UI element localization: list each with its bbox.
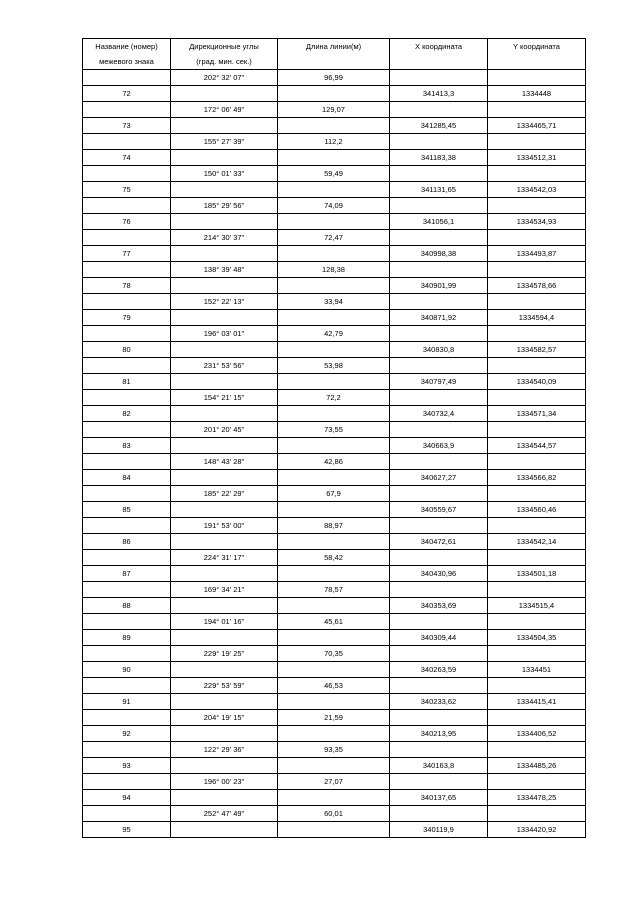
point-name-cell: 75 bbox=[83, 182, 171, 198]
direction-angle-cell: 191° 53' 00" bbox=[171, 518, 278, 534]
x-coordinate-cell: 340163,8 bbox=[390, 758, 488, 774]
x-coordinate-cell: 341285,45 bbox=[390, 118, 488, 134]
point-name-cell: 73 bbox=[83, 118, 171, 134]
point-name-cell: 85 bbox=[83, 502, 171, 518]
y-coordinate-cell: 1334544,57 bbox=[488, 438, 586, 454]
y-coordinate-cell: 1334542,03 bbox=[488, 182, 586, 198]
point-row bbox=[83, 534, 586, 550]
header-point-name: Название (номер) bbox=[83, 39, 171, 55]
point-row bbox=[83, 246, 586, 262]
y-coordinate-cell: 1334566,82 bbox=[488, 470, 586, 486]
point-name-cell: 95 bbox=[83, 822, 171, 838]
direction-angle-cell: 185° 29' 56" bbox=[171, 198, 278, 214]
line-length-cell: 74,09 bbox=[278, 198, 390, 214]
segment-row bbox=[83, 614, 586, 630]
point-name-cell: 76 bbox=[83, 214, 171, 230]
segment-row bbox=[83, 454, 586, 470]
point-row bbox=[83, 502, 586, 518]
direction-angle-cell: 185° 22' 29" bbox=[171, 486, 278, 502]
direction-angle-cell: 154° 21' 15" bbox=[171, 390, 278, 406]
segment-row bbox=[83, 102, 586, 118]
x-coordinate-cell: 340627,27 bbox=[390, 470, 488, 486]
x-coordinate-cell: 340732,4 bbox=[390, 406, 488, 422]
line-length-cell: 78,57 bbox=[278, 582, 390, 598]
x-coordinate-cell: 340797,49 bbox=[390, 374, 488, 390]
line-length-cell: 72,47 bbox=[278, 230, 390, 246]
direction-angle-cell: 252° 47' 49" bbox=[171, 806, 278, 822]
line-length-cell: 67,9 bbox=[278, 486, 390, 502]
point-name-cell: 74 bbox=[83, 150, 171, 166]
line-length-cell: 45,61 bbox=[278, 614, 390, 630]
boundary-coordinates-table bbox=[82, 38, 586, 838]
segment-row bbox=[83, 646, 586, 662]
direction-angle-cell: 138° 39' 48" bbox=[171, 262, 278, 278]
x-coordinate-cell: 340213,95 bbox=[390, 726, 488, 742]
direction-angle-cell: 231° 53' 56" bbox=[171, 358, 278, 374]
segment-row bbox=[83, 710, 586, 726]
segment-row bbox=[83, 294, 586, 310]
line-length-cell: 73,55 bbox=[278, 422, 390, 438]
line-length-cell: 128,38 bbox=[278, 262, 390, 278]
y-coordinate-cell: 1334478,25 bbox=[488, 790, 586, 806]
segment-row bbox=[83, 806, 586, 822]
point-row bbox=[83, 822, 586, 838]
point-row bbox=[83, 566, 586, 582]
point-name-cell: 78 bbox=[83, 278, 171, 294]
line-length-cell: 27,07 bbox=[278, 774, 390, 790]
point-row bbox=[83, 662, 586, 678]
x-coordinate-cell: 341131,65 bbox=[390, 182, 488, 198]
line-length-cell: 129,07 bbox=[278, 102, 390, 118]
x-coordinate-cell: 341413,3 bbox=[390, 86, 488, 102]
point-name-cell: 90 bbox=[83, 662, 171, 678]
direction-angle-cell: 202° 32' 07" bbox=[171, 70, 278, 86]
segment-row bbox=[83, 358, 586, 374]
segment-row bbox=[83, 326, 586, 342]
x-coordinate-cell: 340559,67 bbox=[390, 502, 488, 518]
header-line-length: Длина линии(м) bbox=[278, 39, 390, 55]
y-coordinate-cell: 1334465,71 bbox=[488, 118, 586, 134]
y-coordinate-cell: 1334485,26 bbox=[488, 758, 586, 774]
x-coordinate-cell: 340901,99 bbox=[390, 278, 488, 294]
x-coordinate-cell: 341183,38 bbox=[390, 150, 488, 166]
header-row-2 bbox=[83, 54, 586, 70]
y-coordinate-cell: 1334451 bbox=[488, 662, 586, 678]
point-row bbox=[83, 406, 586, 422]
line-length-cell: 33,94 bbox=[278, 294, 390, 310]
line-length-cell: 42,79 bbox=[278, 326, 390, 342]
y-coordinate-cell: 1334493,87 bbox=[488, 246, 586, 262]
point-row bbox=[83, 758, 586, 774]
direction-angle-cell: 214° 30' 37" bbox=[171, 230, 278, 246]
point-row bbox=[83, 630, 586, 646]
point-name-cell: 79 bbox=[83, 310, 171, 326]
segment-row bbox=[83, 390, 586, 406]
segment-row bbox=[83, 774, 586, 790]
y-coordinate-cell: 1334594,4 bbox=[488, 310, 586, 326]
line-length-cell: 60,01 bbox=[278, 806, 390, 822]
y-coordinate-cell: 1334582,57 bbox=[488, 342, 586, 358]
segment-row bbox=[83, 742, 586, 758]
direction-angle-cell: 148° 43' 28" bbox=[171, 454, 278, 470]
direction-angle-cell: 150° 01' 33" bbox=[171, 166, 278, 182]
point-row bbox=[83, 278, 586, 294]
x-coordinate-cell: 340119,9 bbox=[390, 822, 488, 838]
line-length-cell: 21,59 bbox=[278, 710, 390, 726]
segment-row bbox=[83, 486, 586, 502]
direction-angle-cell: 204° 19' 15" bbox=[171, 710, 278, 726]
x-coordinate-cell: 340309,44 bbox=[390, 630, 488, 646]
point-name-cell: 94 bbox=[83, 790, 171, 806]
segment-row bbox=[83, 198, 586, 214]
line-length-cell: 96,99 bbox=[278, 70, 390, 86]
y-coordinate-cell: 1334560,46 bbox=[488, 502, 586, 518]
segment-row bbox=[83, 550, 586, 566]
x-coordinate-cell: 340263,59 bbox=[390, 662, 488, 678]
y-coordinate-cell: 1334420,92 bbox=[488, 822, 586, 838]
segment-row bbox=[83, 230, 586, 246]
line-length-cell: 53,98 bbox=[278, 358, 390, 374]
header-direction-angle-line2: (град. мин. сек.) bbox=[171, 54, 278, 70]
point-name-cell: 91 bbox=[83, 694, 171, 710]
line-length-cell: 46,53 bbox=[278, 678, 390, 694]
point-name-cell: 89 bbox=[83, 630, 171, 646]
x-coordinate-cell: 340472,61 bbox=[390, 534, 488, 550]
x-coordinate-cell: 340830,8 bbox=[390, 342, 488, 358]
point-name-cell: 87 bbox=[83, 566, 171, 582]
y-coordinate-cell: 1334540,09 bbox=[488, 374, 586, 390]
point-name-cell: 93 bbox=[83, 758, 171, 774]
segment-row bbox=[83, 422, 586, 438]
segment-row bbox=[83, 70, 586, 86]
point-row bbox=[83, 214, 586, 230]
y-coordinate-cell: 1334415,41 bbox=[488, 694, 586, 710]
point-row bbox=[83, 310, 586, 326]
y-coordinate-cell: 1334542,14 bbox=[488, 534, 586, 550]
point-row bbox=[83, 374, 586, 390]
line-length-cell: 72,2 bbox=[278, 390, 390, 406]
x-coordinate-cell: 340233,62 bbox=[390, 694, 488, 710]
point-row bbox=[83, 470, 586, 486]
line-length-cell: 112,2 bbox=[278, 134, 390, 150]
point-row bbox=[83, 694, 586, 710]
line-length-cell: 93,35 bbox=[278, 742, 390, 758]
header-direction-angle: Дирекционные углы bbox=[171, 39, 278, 55]
header-point-name-line2: межевого знака bbox=[83, 54, 171, 70]
point-name-cell: 81 bbox=[83, 374, 171, 390]
line-length-cell: 70,35 bbox=[278, 646, 390, 662]
point-row bbox=[83, 150, 586, 166]
point-name-cell: 77 bbox=[83, 246, 171, 262]
point-row bbox=[83, 726, 586, 742]
y-coordinate-cell: 1334501,18 bbox=[488, 566, 586, 582]
direction-angle-cell: 229° 19' 25" bbox=[171, 646, 278, 662]
header-y-coordinate: Y координата bbox=[488, 39, 586, 55]
point-row bbox=[83, 790, 586, 806]
point-row bbox=[83, 342, 586, 358]
y-coordinate-cell: 1334515,4 bbox=[488, 598, 586, 614]
point-row bbox=[83, 182, 586, 198]
header-x-coordinate: X координата bbox=[390, 39, 488, 55]
y-coordinate-cell: 1334578,66 bbox=[488, 278, 586, 294]
point-name-cell: 82 bbox=[83, 406, 171, 422]
table-body bbox=[83, 39, 586, 838]
y-coordinate-cell: 1334448 bbox=[488, 86, 586, 102]
point-name-cell: 88 bbox=[83, 598, 171, 614]
y-coordinate-cell: 1334512,31 bbox=[488, 150, 586, 166]
point-row bbox=[83, 438, 586, 454]
x-coordinate-cell: 340998,38 bbox=[390, 246, 488, 262]
segment-row bbox=[83, 134, 586, 150]
y-coordinate-cell: 1334571,34 bbox=[488, 406, 586, 422]
x-coordinate-cell: 340430,96 bbox=[390, 566, 488, 582]
x-coordinate-cell: 340137,65 bbox=[390, 790, 488, 806]
direction-angle-cell: 196° 00' 23" bbox=[171, 774, 278, 790]
segment-row bbox=[83, 582, 586, 598]
point-name-cell: 86 bbox=[83, 534, 171, 550]
direction-angle-cell: 152° 22' 13" bbox=[171, 294, 278, 310]
y-coordinate-cell: 1334534,93 bbox=[488, 214, 586, 230]
direction-angle-cell: 155° 27' 39" bbox=[171, 134, 278, 150]
x-coordinate-cell: 340663,9 bbox=[390, 438, 488, 454]
direction-angle-cell: 194° 01' 16" bbox=[171, 614, 278, 630]
direction-angle-cell: 224° 31' 17" bbox=[171, 550, 278, 566]
x-coordinate-cell: 341056,1 bbox=[390, 214, 488, 230]
y-coordinate-cell: 1334406,52 bbox=[488, 726, 586, 742]
y-coordinate-cell: 1334504,35 bbox=[488, 630, 586, 646]
x-coordinate-cell: 340353,69 bbox=[390, 598, 488, 614]
header-row bbox=[83, 39, 586, 55]
point-name-cell: 80 bbox=[83, 342, 171, 358]
direction-angle-cell: 122° 29' 36" bbox=[171, 742, 278, 758]
line-length-cell: 42,86 bbox=[278, 454, 390, 470]
segment-row bbox=[83, 678, 586, 694]
x-coordinate-cell: 340871,92 bbox=[390, 310, 488, 326]
point-row bbox=[83, 86, 586, 102]
direction-angle-cell: 196° 03' 01" bbox=[171, 326, 278, 342]
line-length-cell: 58,42 bbox=[278, 550, 390, 566]
segment-row bbox=[83, 518, 586, 534]
point-name-cell: 72 bbox=[83, 86, 171, 102]
point-row bbox=[83, 118, 586, 134]
direction-angle-cell: 201° 20' 45" bbox=[171, 422, 278, 438]
line-length-cell: 59,49 bbox=[278, 166, 390, 182]
line-length-cell: 88,97 bbox=[278, 518, 390, 534]
point-row bbox=[83, 598, 586, 614]
direction-angle-cell: 172° 06' 49" bbox=[171, 102, 278, 118]
point-name-cell: 83 bbox=[83, 438, 171, 454]
point-name-cell: 92 bbox=[83, 726, 171, 742]
segment-row bbox=[83, 262, 586, 278]
point-name-cell: 84 bbox=[83, 470, 171, 486]
direction-angle-cell: 169° 34' 21" bbox=[171, 582, 278, 598]
segment-row bbox=[83, 166, 586, 182]
direction-angle-cell: 229° 53' 59" bbox=[171, 678, 278, 694]
